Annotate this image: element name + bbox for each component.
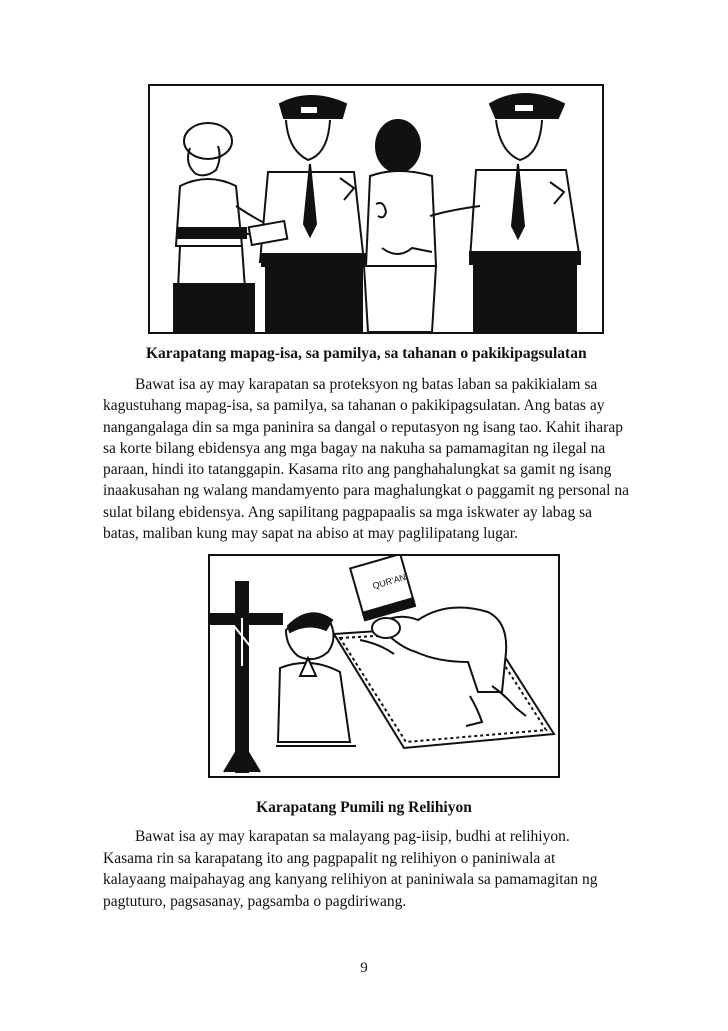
paragraph-line: nangangalaga din sa mga paninira sa dangal o reputasyon ng isang tao. Kahit iharap xyxy=(103,418,623,436)
quran-book-label: QUR'AN xyxy=(371,572,408,592)
paragraph-line: sa korte bilang ebidensya ang mga bagay na nakuha sa pamamagitan ng ilegal na xyxy=(103,439,606,457)
section2-paragraph xyxy=(103,826,615,913)
paragraph-line: kalayaang maipahayag ang kanyang relihiyon at paniniwala sa pamamagitan ng xyxy=(103,871,598,889)
police-scene-drawing xyxy=(150,86,602,332)
paragraph-line: paraan, hindi ito tatanggapin. Kasama rito ang panghahalungkat sa gamit ng isang xyxy=(103,461,612,479)
section1-paragraph xyxy=(103,374,635,544)
paragraph-line: pagtuturo, pagsasanay, pagsamba o pagdiriwang. xyxy=(103,893,407,911)
illustration-religion xyxy=(208,554,560,778)
paragraph-line: kagustuhang mapag-isa, sa pamilya, sa tahanan o pakikipagsulatan. Ang batas ay xyxy=(103,397,605,415)
paragraph-line: Bawat isa ay may karapatan sa malayang pag-iisip, budhi at relihiyon. xyxy=(135,828,570,845)
section1-caption: Karapatang mapag-isa, sa pamilya, sa tahanan o pakikipagsulatan xyxy=(146,345,587,362)
illustration-police-arrest xyxy=(148,84,604,334)
religion-scene-drawing xyxy=(210,556,558,776)
paragraph-line: Bawat isa ay may karapatan sa proteksyon ng batas laban sa pakikialam sa xyxy=(135,376,598,393)
page-number: 9 xyxy=(360,960,368,976)
paragraph-line: sulat bilang ebidensya. Ang sapilitang pagpapaalis sa mga iskwater ay labag sa xyxy=(103,503,592,521)
paragraph-line: inaakusahan ng walang mandamyento para maghalungkat o paggamit ng personal na xyxy=(103,482,629,500)
paragraph-line: batas, maliban kung may sapat na abiso at may paglilipatang lugar. xyxy=(103,525,518,543)
paragraph-line: Kasama rin sa karapatang ito ang pagpapalit ng relihiyon o paniniwala at xyxy=(103,849,556,867)
section2-caption: Karapatang Pumili ng Relihiyon xyxy=(256,799,472,816)
